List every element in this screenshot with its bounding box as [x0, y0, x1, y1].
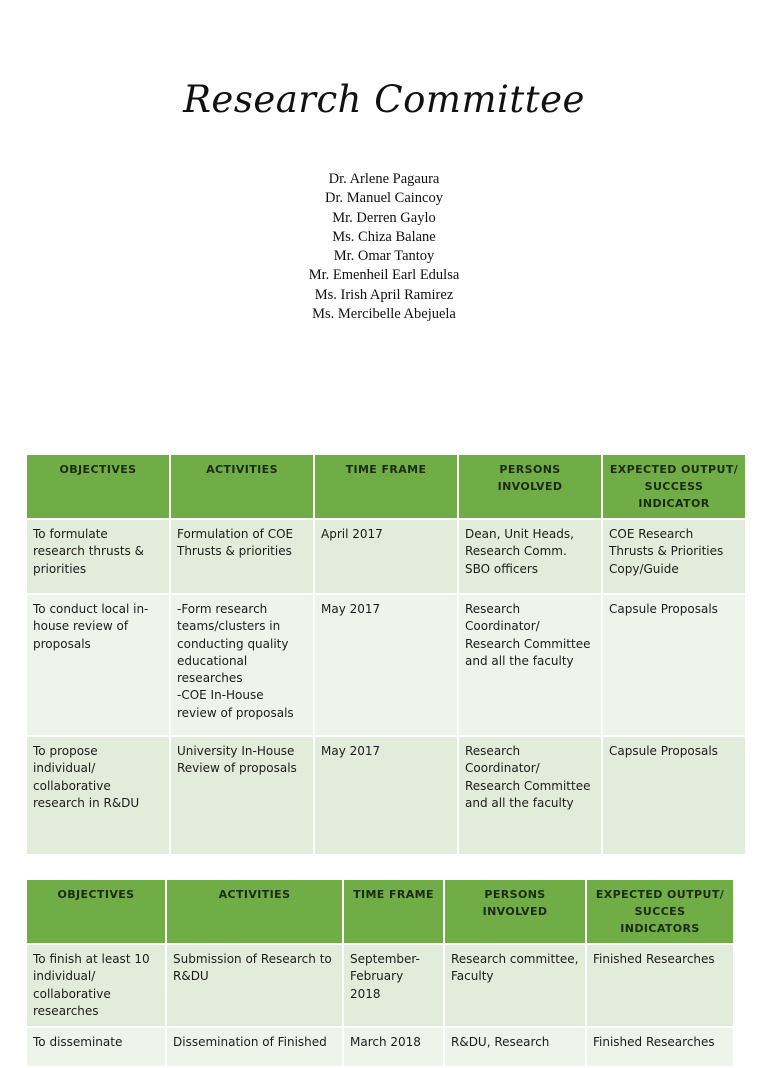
cell-time-frame: March 2018 — [343, 1027, 444, 1067]
page-title: Research Committee — [183, 78, 585, 121]
header-activities: ACTIVITIES — [166, 879, 343, 944]
cell-time-frame: April 2017 — [314, 519, 458, 594]
header-expected-output: EXPECTED OUTPUT/ SUCCESS INDICATOR — [602, 454, 746, 519]
header-persons-involved: PERSONS INVOLVED — [458, 454, 602, 519]
table-row — [26, 736, 746, 855]
header-objectives: OBJECTIVES — [26, 454, 170, 519]
cell-persons: Research Coordinator/ Research Committee and all the faculty — [458, 594, 602, 736]
table-header-row — [26, 454, 746, 519]
action-plan-table-2 — [25, 878, 735, 1068]
cell-objective: To finish at least 10 individual/ collaborative researches — [26, 944, 166, 1027]
cell-output: Finished Researches — [586, 1027, 734, 1067]
header-activities: ACTIVITIES — [170, 454, 314, 519]
cell-persons: Research Coordinator/ Research Committee and all the faculty — [458, 736, 602, 855]
cell-activity: Formulation of COE Thrusts & priorities — [170, 519, 314, 594]
cell-time-frame: May 2017 — [314, 594, 458, 736]
cell-activity: Submission of Research to R&DU — [166, 944, 343, 1027]
header-objectives: OBJECTIVES — [26, 879, 166, 944]
cell-time-frame: May 2017 — [314, 736, 458, 855]
member-name: Dr. Arlene Pagaura — [328, 171, 440, 187]
member-name: Mr. Omar Tantoy — [333, 248, 435, 265]
header-persons-involved: PERSONS INVOLVED — [444, 879, 586, 944]
action-plan-table-1 — [25, 453, 747, 856]
member-name: Ms. Chiza Balane — [332, 228, 436, 245]
table-row — [26, 1027, 734, 1067]
cell-persons: R&DU, Research — [444, 1027, 586, 1067]
cell-objective: To propose individual/ collaborative research in R&DU — [26, 736, 170, 855]
table-row — [26, 519, 746, 594]
cell-objective: To formulate research thrusts & priorities — [26, 519, 170, 594]
cell-time-frame: September-February 2018 — [343, 944, 444, 1027]
header-expected-output: EXPECTED OUTPUT/ SUCCES INDICATORS — [586, 879, 734, 944]
committee-members-list — [0, 170, 768, 324]
activity-line: -COE In-House review of proposals — [177, 688, 294, 720]
cell-objective: To disseminate — [26, 1027, 166, 1067]
member-name: Mr. Emenheil Earl Edulsa — [308, 267, 460, 284]
header-time-frame: TIME FRAME — [314, 454, 458, 519]
member-name: Ms. Mercibelle Abejuela — [312, 306, 456, 323]
cell-output: Capsule Proposals — [602, 736, 746, 855]
table-row — [26, 944, 734, 1027]
cell-activity — [170, 594, 314, 736]
member-name: Ms. Irish April Ramirez — [314, 286, 454, 303]
cell-activity: Dissemination of Finished — [166, 1027, 343, 1067]
cell-persons: Dean, Unit Heads, Research Comm. SBO officers — [458, 519, 602, 594]
cell-output: Capsule Proposals — [602, 594, 746, 736]
table-header-row — [26, 879, 734, 944]
cell-activity: University In-House Review of proposals — [170, 736, 314, 855]
member-name: Dr. Manuel Caincoy — [325, 190, 443, 207]
header-time-frame: TIME FRAME — [343, 879, 444, 944]
cell-objective: To conduct local in-house review of proposals — [26, 594, 170, 736]
cell-output: COE Research Thrusts & Priorities Copy/Guide — [602, 519, 746, 594]
cell-persons: Research committee, Faculty — [444, 944, 586, 1027]
table-row — [26, 594, 746, 736]
cell-output: Finished Researches — [586, 944, 734, 1027]
activity-line: -Form research teams/clusters in conducting quality educational researches — [177, 602, 293, 686]
member-name: Mr. Derren Gaylo — [332, 209, 436, 226]
